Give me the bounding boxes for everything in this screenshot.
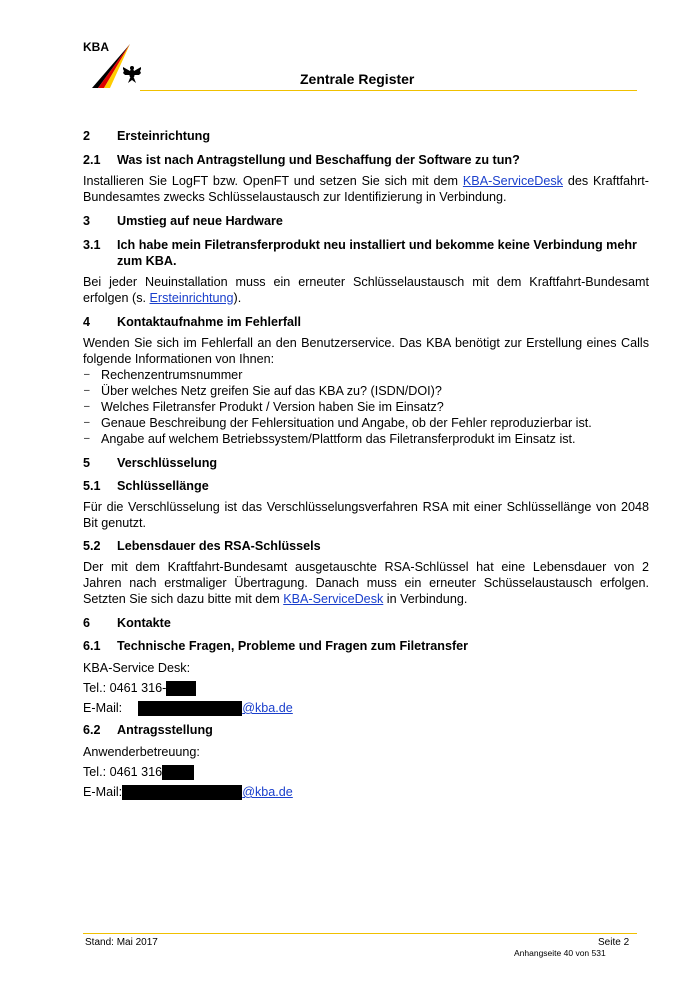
paragraph-5-1: Für die Verschlüsselung ist das Verschlüsselungsverfahren RSA mit einer Schlüssellänge von 2048 Bit genutzt.: [83, 500, 649, 530]
email-link[interactable]: @kba.de: [242, 785, 293, 799]
heading-6: 6 Kontakte: [83, 616, 171, 630]
heading-6-2: 6.2 Antragsstellung: [83, 723, 213, 737]
footer-stand: Stand: Mai 2017: [85, 937, 158, 948]
heading-5-2: 5.2 Lebensdauer des RSA-Schlüssels: [83, 539, 321, 553]
footer-rule: [83, 933, 637, 934]
kba-logo-icon: [90, 42, 150, 90]
list-item: – Genaue Beschreibung der Fehlersituation und Angabe, ob der Fehler reproduzierbar ist.: [84, 416, 592, 430]
link-kba-servicedesk[interactable]: KBA-ServiceDesk: [462, 174, 563, 188]
header-rule: [140, 90, 637, 91]
paragraph-5-2: Der mit dem Kraftfahrt-Bundesamt ausgetauschte RSA-Schlüssel hat eine Lebensdauer von 2 Jahren nach erstmaliger Übertragung. Danach muss ein erneuter Schüsselaustausch erfolgen. Setzten Sie sich dazu bitte mit dem KBA-ServiceDesk in Verbindung.: [83, 560, 649, 606]
header-title: Zentrale Register: [300, 71, 415, 87]
paragraph-4-intro: Wenden Sie sich im Fehlerfall an den Benutzerservice. Das KBA benötigt zur Erstellung eines Calls folgende Informationen von Ihnen:: [83, 336, 649, 366]
footer-page-number: Seite 2: [598, 937, 630, 948]
heading-4: 4 Kontaktaufnahme im Fehlerfall: [83, 315, 302, 329]
redaction-block: [162, 765, 194, 780]
heading-3-1: 3.1 Ich habe mein Filetransferprodukt neu installiert und bekomme keine Verbindung mehr zum KBA.: [83, 238, 637, 268]
list-item: – Welches Filetransfer Produkt / Version haben Sie im Einsatz?: [84, 400, 444, 414]
footer-annex: Anhangseite 40 von 531: [514, 948, 606, 958]
eagle-emblem-icon: [123, 66, 141, 83]
contact-email: E-Mail: @kba.de: [83, 701, 293, 715]
contact-tel: Tel.: 0461 316-: [83, 678, 649, 698]
link-ersteinrichtung[interactable]: Ersteinrichtung: [149, 291, 234, 305]
heading-5: 5 Verschlüsselung: [83, 456, 218, 470]
heading-6-1: 6.1 Technische Fragen, Probleme und Fragen zum Filetransfer: [83, 639, 469, 653]
heading-2: 2 Ersteinrichtung: [83, 129, 211, 143]
header-org: KBA: [83, 40, 109, 54]
contact-tel: Tel.: 0461 316: [83, 762, 649, 782]
contact-email: E-Mail: @kba.de: [83, 785, 293, 799]
paragraph-2-1: Installieren Sie LogFT bzw. OpenFT und setzen Sie sich mit dem KBA-ServiceDesk des Kraftfahrt-Bundesamtes zwecks Schlüsselaustausch zur Identifizierung in Verbindung.: [83, 174, 649, 204]
redaction-block: [166, 681, 196, 696]
heading-3: 3 Umstieg auf neue Hardware: [83, 214, 283, 228]
list-item: – Rechenzentrumsnummer: [84, 368, 243, 382]
email-link[interactable]: @kba.de: [242, 701, 293, 715]
contact-label: KBA-Service Desk:: [83, 661, 191, 675]
info-list: [83, 367, 649, 447]
list-item: – Über welches Netz greifen Sie auf das KBA zu? (ISDN/DOI)?: [84, 384, 442, 398]
document-body: [83, 128, 649, 802]
paragraph-3-1: Bei jeder Neuinstallation muss ein erneuter Schlüsselaustausch mit dem Kraftfahrt-Bundesamt erfolgen (s. Ersteinrichtung).: [83, 275, 649, 305]
heading-2-1: 2.1 Was ist nach Antragstellung und Beschaffung der Software zu tun?: [83, 153, 520, 167]
contact-label: Anwenderbetreuung:: [83, 745, 200, 759]
redaction-block: [138, 701, 242, 716]
link-kba-servicedesk-2[interactable]: KBA-ServiceDesk: [283, 592, 384, 606]
list-item: – Angabe auf welchem Betriebssystem/Plattform das Filetransferprodukt im Einsatz ist.: [84, 432, 576, 446]
heading-5-1: 5.1 Schlüssellänge: [83, 479, 209, 493]
redaction-block: [122, 785, 242, 800]
